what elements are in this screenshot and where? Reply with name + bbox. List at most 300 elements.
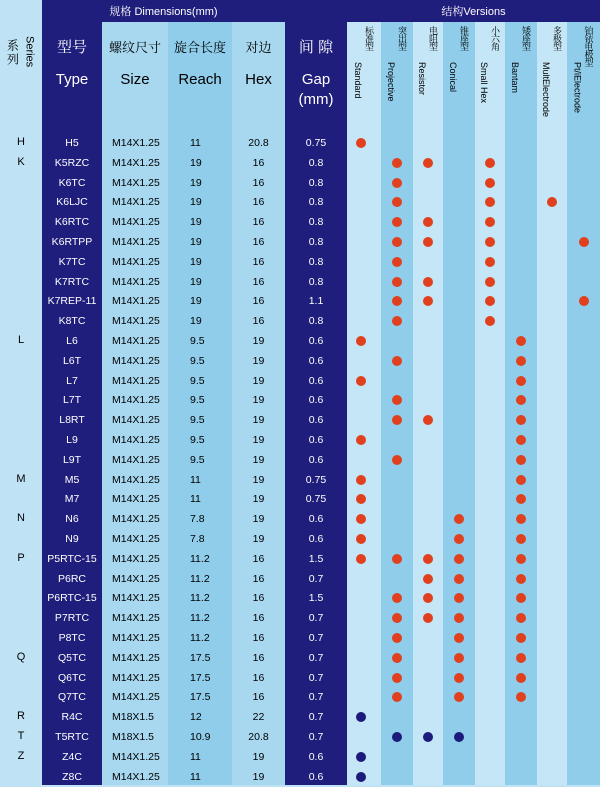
gap-cell: 0.7 [308,731,324,743]
gap-cell: 0.8 [308,315,324,328]
hex-cell: 16 [252,691,265,704]
gap-cell: 0.7 [308,612,324,625]
reach-cell: 7.8 [190,513,205,526]
version-marker-dot [547,197,557,207]
type-cell: M5 [64,473,80,486]
version-marker-dot [454,554,464,564]
reach-cell: 11 [190,137,201,149]
version-marker-dot [454,514,464,524]
table-row [0,390,600,410]
version-marker-dot [485,277,495,287]
reach-cell: 19 [190,216,202,229]
version-header-en-4: Small Hex [479,62,489,104]
reach-cell: 11.2 [190,632,210,644]
version-marker-dot [356,494,366,504]
version-marker-dot [423,158,433,168]
reach-cell: 7.8 [190,533,205,545]
reach-header-en: Reach [178,71,222,88]
version-marker-dot [516,673,526,683]
version-marker-dot [454,732,464,742]
type-cell: P6RC [57,572,86,585]
version-marker-dot [454,613,464,623]
series-label: Q [16,650,26,663]
version-marker-dot [516,534,526,544]
reach-cell: 11.2 [190,612,210,625]
version-marker-dot [392,554,402,564]
gap-cell: 0.6 [308,414,324,427]
table-row [0,509,600,529]
size-cell: M18X1.5 [112,731,155,743]
reach-cell: 9.5 [190,354,205,367]
reach-cell: 9.5 [190,374,205,387]
reach-cell: 19 [190,315,202,328]
version-header-cn-0: 标准型 [364,26,374,50]
version-marker-dot [454,692,464,702]
hex-cell: 16 [252,552,265,565]
series-label: R [17,710,25,723]
type-cell: L8RT [59,414,85,427]
size-cell: M14X1.25 [112,473,160,486]
hex-cell: 16 [252,196,265,209]
version-header-cn-6: 多极型 [552,26,562,50]
type-cell: P6RTC-15 [47,592,97,605]
version-marker-dot [516,613,526,623]
version-marker-dot [516,455,526,465]
version-marker-dot [356,376,366,386]
version-marker-dot [392,316,402,326]
version-marker-dot [516,356,526,366]
gap-cell: 1.5 [308,592,324,605]
version-header-cn-2: 电阻型 [428,26,438,50]
version-marker-dot [356,712,366,722]
type-cell: Q7TC [57,691,86,704]
version-marker-dot [423,593,433,603]
version-marker-dot [485,257,495,267]
gap-cell: 0.6 [308,434,324,446]
hex-cell: 16 [252,255,265,268]
hex-cell: 19 [252,453,265,466]
version-marker-dot [516,593,526,603]
hex-cell: 19 [252,394,265,407]
size-cell: M14X1.25 [112,651,160,664]
version-marker-dot [356,475,366,485]
reach-cell: 9.5 [190,453,205,466]
version-marker-dot [392,237,402,247]
version-marker-dot [485,217,495,227]
table-row [0,410,600,430]
hex-header-en: Hex [245,71,272,88]
version-marker-dot [392,613,402,623]
type-cell: Q5TC [57,651,86,664]
reach-cell: 17.5 [190,671,211,684]
reach-cell: 12 [190,711,202,724]
reach-cell: 19 [190,196,202,209]
gap-cell: 0.8 [308,236,324,248]
version-marker-dot [392,692,402,702]
reach-cell: 11 [190,473,201,486]
size-cell: M14X1.25 [112,315,160,328]
type-cell: K5RZC [54,156,90,169]
hex-cell: 16 [252,216,265,229]
hex-cell: 19 [252,434,265,446]
size-cell: M14X1.25 [112,255,160,268]
series-label: P [17,551,25,564]
reach-cell: 19 [190,236,202,248]
reach-cell: 19 [190,156,202,169]
version-marker-dot [392,653,402,663]
version-marker-dot [392,257,402,267]
hex-cell: 16 [252,295,265,308]
version-marker-dot [485,197,495,207]
version-marker-dot [356,772,366,782]
size-cell: M14X1.25 [112,552,160,565]
series-label: N [17,512,25,525]
version-marker-dot [392,455,402,465]
size-cell: M14X1.25 [112,493,160,506]
hex-cell: 19 [252,750,265,763]
type-cell: L7T [62,394,82,407]
hex-cell: 19 [252,374,265,387]
version-marker-dot [516,574,526,584]
size-cell: M14X1.25 [112,176,160,189]
hex-cell: 16 [252,671,265,684]
reach-cell: 19 [190,255,202,268]
table-row [0,450,600,470]
gap-cell: 1.1 [308,295,324,308]
hex-cell: 19 [252,414,265,427]
version-marker-dot [485,158,495,168]
version-marker-dot [516,554,526,564]
version-marker-dot [423,732,433,742]
gap-cell: 0.7 [308,572,324,585]
type-cell: N6 [65,513,79,526]
version-marker-dot [423,237,433,247]
type-cell: P7RTC [54,612,90,625]
gap-cell: 0.7 [308,671,324,684]
hex-cell: 20.8 [248,731,269,743]
size-cell: M14X1.25 [112,453,160,466]
version-marker-dot [579,296,589,306]
dimensions-group-header: 规格 Dimensions(mm) [42,0,285,22]
version-marker-dot [516,336,526,346]
hex-cell: 19 [252,473,265,486]
version-marker-dot [392,217,402,227]
version-marker-dot [356,752,366,762]
table-row [0,648,600,668]
type-cell: P5RTC-15 [47,552,97,565]
size-cell: M14X1.25 [112,275,160,288]
gap-cell: 0.8 [308,196,324,209]
size-cell: M14X1.25 [112,295,160,308]
version-header-en-2: Resistor [417,62,427,96]
version-marker-dot [423,277,433,287]
reach-cell: 11 [190,493,201,506]
size-cell: M14X1.25 [112,216,160,229]
table-row [0,569,600,589]
hex-cell: 16 [252,612,265,625]
version-marker-dot [454,574,464,584]
hex-cell: 16 [252,572,265,585]
size-cell: M14X1.25 [112,533,160,545]
hex-cell: 16 [252,315,265,328]
table-row [0,470,600,490]
table-row [0,668,600,688]
table-row [0,608,600,628]
version-marker-dot [423,554,433,564]
version-marker-dot [356,336,366,346]
table-row [0,291,600,311]
hex-header [232,38,285,90]
gap-cell: 0.6 [308,374,324,387]
gap-cell: 0.6 [308,354,324,367]
size-cell: M14X1.25 [112,196,160,209]
series-label: T [17,730,25,742]
version-marker-dot [392,673,402,683]
version-header-cn-1: 突出型 [397,26,407,50]
version-marker-dot [392,732,402,742]
hex-cell: 16 [252,156,265,169]
type-cell: N9 [65,533,79,545]
reach-cell: 11.2 [190,572,210,585]
series-label: L [17,334,25,346]
version-marker-dot [392,415,402,425]
hex-cell: 20.8 [248,137,269,149]
reach-cell: 19 [190,275,202,288]
reach-cell: 9.5 [190,414,205,427]
size-header [102,38,168,90]
type-header [42,38,102,90]
version-marker-dot [454,673,464,683]
hex-cell: 19 [252,493,265,506]
type-cell: K6RTC [54,216,90,229]
gap-cell: 0.75 [305,137,327,149]
size-cell: M14X1.25 [112,394,160,407]
table-row [0,767,600,787]
series-label: H [17,136,25,148]
hex-cell: 19 [252,513,265,526]
reach-cell: 11 [190,750,201,763]
type-cell: H5 [65,137,79,149]
type-cell: K8TC [58,315,86,328]
table-row [0,252,600,272]
type-cell: L9T [62,453,82,466]
gap-cell: 0.8 [308,176,324,189]
table-row [0,192,600,212]
type-cell: L6T [62,354,82,367]
version-header-en-3: Conical [448,62,458,93]
gap-header-cn: 间 隙 [298,39,334,56]
hex-cell: 16 [252,592,265,605]
version-marker-dot [485,316,495,326]
reach-cell: 17.5 [190,651,211,664]
hex-header-cn: 对边 [245,40,272,55]
size-cell: M14X1.25 [112,137,160,149]
version-marker-dot [392,593,402,603]
reach-cell: 9.5 [190,394,205,407]
version-marker-dot [392,356,402,366]
reach-header-cn: 旋合长度 [173,40,226,55]
type-cell: K6TC [58,176,86,189]
table-row [0,311,600,331]
version-header-en-1: Projective [386,62,396,102]
reach-cell: 19 [190,176,202,189]
version-marker-dot [356,554,366,564]
type-cell: K7REP-11 [47,295,97,308]
reach-cell: 11 [190,770,201,783]
gap-header-unit: (mm) [298,91,334,108]
type-cell: K6RTPP [51,236,93,248]
table-row [0,707,600,727]
hex-cell: 19 [252,533,265,545]
series-header-cn: 系列 [5,39,20,68]
size-header-en: Size [120,71,150,88]
size-cell: M14X1.25 [112,335,160,347]
type-cell: K7TC [58,255,86,268]
series-label: M [16,472,26,485]
size-cell: M14X1.25 [112,354,160,367]
series-header-en: Series [23,36,36,68]
gap-header [285,38,347,110]
table-row [0,687,600,707]
size-header-cn: 螺纹尺寸 [108,40,161,55]
reach-cell: 10.9 [190,731,211,743]
table-row [0,430,600,450]
type-cell: Q6TC [57,671,86,684]
gap-cell: 0.6 [308,335,324,347]
hex-cell: 22 [252,711,265,724]
reach-cell: 11.2 [190,592,210,605]
version-marker-dot [423,613,433,623]
version-marker-dot [454,653,464,663]
series-label: Z [17,749,25,762]
version-marker-dot [516,653,526,663]
gap-cell: 0.8 [308,275,324,288]
gap-cell: 0.7 [308,691,324,704]
version-marker-dot [392,197,402,207]
version-header-en-7: Pt/iElectrode [572,62,583,114]
table-row [0,727,600,747]
gap-header-en: Gap [301,71,331,88]
table-row [0,331,600,351]
gap-cell: 0.7 [308,651,324,664]
version-marker-dot [516,376,526,386]
table-row [0,232,600,252]
version-header-cn-3: 锥座型 [459,26,469,50]
gap-cell: 1.5 [308,552,324,565]
series-header [2,36,40,70]
table-row [0,549,600,569]
type-header-cn: 型号 [56,39,87,56]
version-marker-dot [485,178,495,188]
version-marker-dot [423,217,433,227]
size-cell: M14X1.25 [112,414,160,427]
version-marker-dot [516,514,526,524]
size-cell: M14X1.25 [112,434,160,446]
version-marker-dot [356,435,366,445]
version-marker-dot [516,692,526,702]
size-cell: M14X1.25 [112,374,160,387]
hex-cell: 16 [252,632,265,644]
size-cell: M14X1.25 [112,592,160,605]
version-marker-dot [423,415,433,425]
version-marker-dot [516,415,526,425]
gap-cell: 0.7 [308,711,324,724]
version-header-cn-4: 小六角 [490,26,500,50]
gap-cell: 0.6 [308,394,324,407]
versions-group-header: 结构Versions [347,0,600,22]
table-row [0,489,600,509]
size-cell: M14X1.25 [112,632,160,644]
version-marker-dot [454,534,464,544]
size-cell: M14X1.25 [112,691,160,704]
version-marker-dot [454,593,464,603]
table-row [0,153,600,173]
version-marker-dot [392,277,402,287]
reach-cell: 17.5 [190,691,211,704]
size-cell: M14X1.25 [112,236,160,248]
gap-cell: 0.6 [308,513,324,526]
gap-cell: 0.6 [308,453,324,466]
type-cell: L7 [66,374,78,387]
table-row [0,529,600,549]
reach-cell: 11.2 [190,552,210,565]
version-marker-dot [579,237,589,247]
gap-cell: 0.75 [305,493,327,506]
type-header-en: Type [55,71,89,88]
reach-header [168,38,232,90]
version-marker-dot [454,633,464,643]
hex-cell: 19 [252,335,265,347]
version-marker-dot [516,395,526,405]
size-cell: M14X1.25 [112,671,160,684]
version-marker-dot [485,296,495,306]
version-marker-dot [392,178,402,188]
type-cell: R4C [61,711,83,724]
size-cell: M14X1.25 [112,612,160,625]
table-row [0,371,600,391]
size-cell: M14X1.25 [112,572,160,585]
version-marker-dot [423,296,433,306]
gap-cell: 0.7 [308,632,324,644]
hex-cell: 16 [252,275,265,288]
version-header-cn-7: 铂铱电极型 [583,26,594,66]
size-cell: M14X1.25 [112,750,160,763]
table-row [0,747,600,767]
type-cell: K7RTC [54,275,90,288]
type-cell: Z4C [62,750,82,763]
version-marker-dot [423,574,433,584]
type-cell: L6 [66,335,78,347]
size-cell: M18X1.5 [112,711,155,724]
version-marker-dot [392,296,402,306]
gap-cell: 0.8 [308,216,324,229]
type-cell: T5RTC [55,731,89,743]
gap-cell: 0.6 [308,533,324,545]
version-header-cn-5: 矮座型 [521,26,531,50]
version-marker-dot [356,138,366,148]
reach-cell: 9.5 [190,434,205,446]
table-row [0,133,600,153]
gap-cell: 0.8 [308,156,324,169]
table-row [0,628,600,648]
table-row [0,173,600,193]
reach-cell: 19 [190,295,202,308]
series-label: K [17,155,25,168]
version-marker-dot [392,158,402,168]
version-header-en-5: Bantam [510,62,520,94]
gap-cell: 0.6 [308,770,324,783]
type-cell: Z8C [62,770,82,783]
